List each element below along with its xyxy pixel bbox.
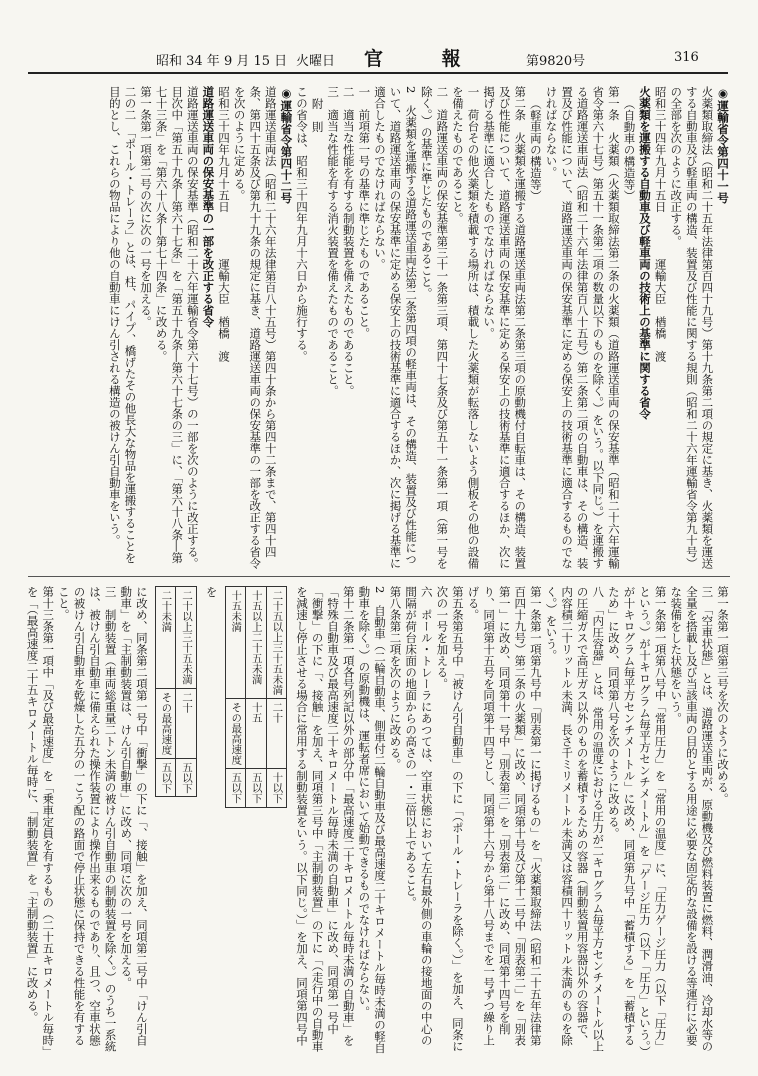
table-cell: 二十五以上三十五未満 [266, 587, 287, 699]
text-paragraph: 八 「内圧容器」とは、常用の温度における圧力が二キログラム毎平方センチメートル以上の圧縮ガスで高圧ガス以外のものを蓄積するための容器（制動装置用容器以外の容器で、内容積二十リットル未満、長さ千ミリメートル未満又は容積四十リットル未満のものを除く。）をいう。 [544, 586, 606, 1052]
table-cell: 十以下 [266, 769, 287, 808]
text-paragraph: 第十三条第一項中「及び最高速度」を「乗車定員を有するもの（二十五キロメートル毎時」を「（最高速度二十五キロメートル毎時に、「制動装置」を「主制動装置」に改める。 [25, 586, 56, 1052]
text-paragraph: 一 荷台その他火薬類を積載する場所は、積載した火薬類が転落しないよう側板その他の設備を備えたものであること。 [450, 86, 481, 569]
text-paragraph: ◉運輸省令第四十一号 [716, 86, 730, 204]
text-paragraph: 三 「空車状態」とは、道路運送車両が、原動機及び燃料装置に燃料、潤滑油、冷却水等の全量を搭載し及び当該車両の目的とする用途に必要な固定的な設備を設ける等運行に必要な装備をした状態をいう。 [669, 586, 715, 1052]
weekday: 火曜日 [296, 54, 336, 69]
lower-section [25, 586, 730, 1054]
table-row [155, 587, 176, 797]
table-cell: 十五 [246, 699, 267, 769]
text-paragraph: 第一条第一項第九号中「別表第一に掲げるもの」を「火薬類取締法（昭和二十五年法律第百四十九号）第二条の火薬類」に改め、同項第十号及び第十二号中「別表第二」を「別表第一」に改め、同項第十一号中「別表第三」を「別表第二」に改め、同項第十四号を削り、同項第十五号を同項第十四号とし、同項第十六号から第十八号までを一号ずつ繰り上げる。 [466, 586, 543, 1046]
text-paragraph: （自動車の構造等） [622, 98, 637, 202]
table-cell: その最高速度 [155, 688, 176, 758]
lower-text-columns [25, 586, 730, 1054]
text-paragraph: 第一条第一項第八号中「常用圧力」を「常用の温度」に、「圧力ゲージ圧力（以下「圧力」という。）が十キログラム毎平方センチメートル」を「ゲージ圧力（以下「圧力」という。）が十キログラム毎平方センチメートル」に改め、同項第九号中「蓄積する」を「蓄積するため」に改め、同項第八号を次のように改める。 [606, 586, 668, 1052]
text-paragraph: 二の二 「ポール・トレーラ」とは、柱、パイプ、橋げたその他長大な物品を運搬することを目的とし、これらの物品により他の自動車にけん引される構造の被けん引自動車をいう。 [107, 86, 138, 564]
page-number: 316 [674, 50, 699, 65]
table-row [246, 587, 267, 808]
text-paragraph: 第十二条第一項各号列記以外の部分中「最高速度二十キロメートル毎時未満の自動車」を「特殊自動車及び最高速度二十キロメートル毎時未満の自動車」に改め、同項第一号中「衝撃」の下に「、接触」を加え、同項第三号中「主制動装置」の下に「（走行中の自動車を減速し停止させる場合に常用する制動装置をいう。以下同じ。）」を加え、同項第四号中 [294, 586, 356, 1052]
section-divider [28, 576, 730, 577]
text-paragraph: （軽車両の構造等） [528, 98, 543, 202]
table-row [225, 587, 246, 808]
table-cell: 五以下 [176, 758, 197, 797]
table-cell: 十五未満 [225, 587, 246, 699]
text-paragraph: 三 制動装置（車両総重量二トン未満の被けん引自動車の制動装置を除く。）のうち一系統は、被けん引自動車に備えられた操作装置により操作出来るものであり、且つ、空車状態の被けん引自動車を乾燥した五分の一こう配の路面で停止状態に保持できる性能を有すること。 [56, 586, 118, 1052]
text-paragraph: ◉運輸省令第四十二号 [279, 86, 294, 204]
table-cell: 五以下 [246, 769, 267, 808]
text-paragraph: 二 道路運送車両の保安基準第三十一条第三項、第四十七条及び第五十一条第一項（第一号を除く。）の基準に準じたものであること。 [419, 86, 450, 569]
text-paragraph: 第一条 火薬類（火薬類取締法第二条の火薬類（道路運送車両の保安基準（昭和二十六年運輸省令第六十七号）第五十一条第二項の数量以下のものを除く。）をいう。以下同じ。）を運搬する道路運送車両法（昭和二十六年法律第百八十五号）第二条第二項の自動車は、その構造、装置及び性能について、道路運送車両の保安基準に定める保安上の技術基準に適合するものでなければならない。 [544, 86, 621, 569]
speed-table-new [155, 586, 197, 797]
table-cell: 二十以上三十五未満 [176, 587, 197, 689]
text-paragraph: この省令は、昭和三十四年九月十六日から施行する。 [294, 86, 309, 362]
gazette-title: 官 報 [364, 48, 487, 70]
text-paragraph: 二 適当な性能を有する制動装置を備えたものであること。 [341, 86, 356, 397]
table-row [176, 587, 197, 797]
speed-table-old [225, 586, 288, 808]
table-row [266, 587, 287, 808]
table-cell: 二十 [266, 699, 287, 769]
table-cell: 二十 [176, 688, 197, 758]
text-paragraph: 第八条第二項を次のように改める。 [388, 586, 403, 770]
text-paragraph: 六 ポール・トレーラにあつては、空車状態において左右最外側の車輪の接地面の中心の間隔が荷台床面の地面からの高さの一・三倍以上であること。 [404, 586, 434, 1046]
text-paragraph: を [204, 586, 219, 598]
text-paragraph: 道路運送車両法（昭和二十六年法律第百八十五号）第四十条から第四十二条まで、第四十四条、第四十五条及び第九十九条の規定に基き、道路運送車両の保安基準の一部を改正する省令を次のように定める。 [232, 86, 278, 569]
text-paragraph: 道路運送車両の保安基準の一部を改正する省令 [201, 86, 216, 328]
text-paragraph: 昭和三十四年九月十五日 運輸大臣 楢橋 渡 [653, 86, 668, 362]
text-paragraph: 目次中「第五十九条―第六十七条」を「第五十九条―第六十七条の三」に、「第六十八条―第七十三条」を「第六十八条―第七十四条」に改める。 [154, 86, 185, 564]
text-paragraph: 第一条第一項第二号の次に次の一号を加える。 [139, 86, 154, 328]
table-cell: その最高速度 [225, 699, 246, 769]
text-paragraph: 一 前項第一号の基準に準じたものであること。 [357, 86, 372, 339]
text-paragraph: 附 則 [310, 98, 325, 133]
upper-section [28, 86, 730, 570]
table-cell: 二十未満 [155, 587, 176, 689]
text-paragraph: 第一条第一項第三号を次のように改める。 [716, 586, 730, 805]
table-cell: 五以下 [225, 769, 246, 808]
issue-number: 第9820号 [526, 54, 586, 69]
text-paragraph: 火薬類を運搬する自動車及び軽車両の技術上の基準に関する省令 [638, 86, 653, 420]
text-paragraph: 第二条 火薬類を運搬する道路運送車両法第二条第三項の原動機付自転車は、その構造、装置及び性能について、道路運送車両の保安基準に定める保安上の技術基準に適合するほか、次に掲げる基準に適合したものでなければならない。 [482, 86, 528, 569]
upper-text-columns [28, 86, 730, 570]
issue-date: 昭和 34 年 9 月 15 日 [156, 54, 288, 69]
table-cell: 五以下 [155, 758, 176, 797]
text-paragraph: 三 適当な性能を有する消火装置を備えたものであること。 [326, 86, 341, 397]
text-paragraph: 火薬類取締法（昭和二十五年法律第百四十九号）第十九条第二項の規定に基き、火薬類を運送する自動車及び軽車両の構造、装置及び性能に関する規則（昭和二十六年運輸省令第九十号）の全部を次のように改正する。 [669, 86, 715, 569]
text-paragraph: 2 火薬類を運搬する道路運送車両法第二条第四項の軽車両は、その構造、装置及び性能について、道路運送車両の保安基準に定める保安上の技術基準に適合するほか、次に掲げる基準に適合したものでなければならない。 [372, 86, 419, 569]
table-cell: 十五以上二十五未満 [246, 587, 267, 699]
text-paragraph: 第五条第五号中「被けん引自動車」の下に「（ポール・トレーラを除く。）」を加え、同条に次の一号を加える。 [435, 586, 465, 1052]
text-paragraph: に改め、同条第二項第一号中「衝撃」の下に「、接触」を加え、同項第二号中「けん引自動車」を「主制動装置は、けん引自動車」に改め、同項に次の一号を加える。 [119, 586, 149, 1046]
gazette-header [28, 44, 728, 74]
text-paragraph: 道路運送車両の保安基準（昭和二十六年運輸省令第六十七号）の一部を次のように改正する。 [185, 86, 200, 569]
text-paragraph: 2 自動車（二輪自動車、側車付二輪自動車及び最高速度二十キロメートル毎時未満の軽自動車を除く。）の原動機は、運転者席において始動できるものでなければならない。 [357, 586, 387, 1054]
text-paragraph: 昭和三十四年九月十五日 運輸大臣 楢橋 渡 [217, 86, 231, 362]
